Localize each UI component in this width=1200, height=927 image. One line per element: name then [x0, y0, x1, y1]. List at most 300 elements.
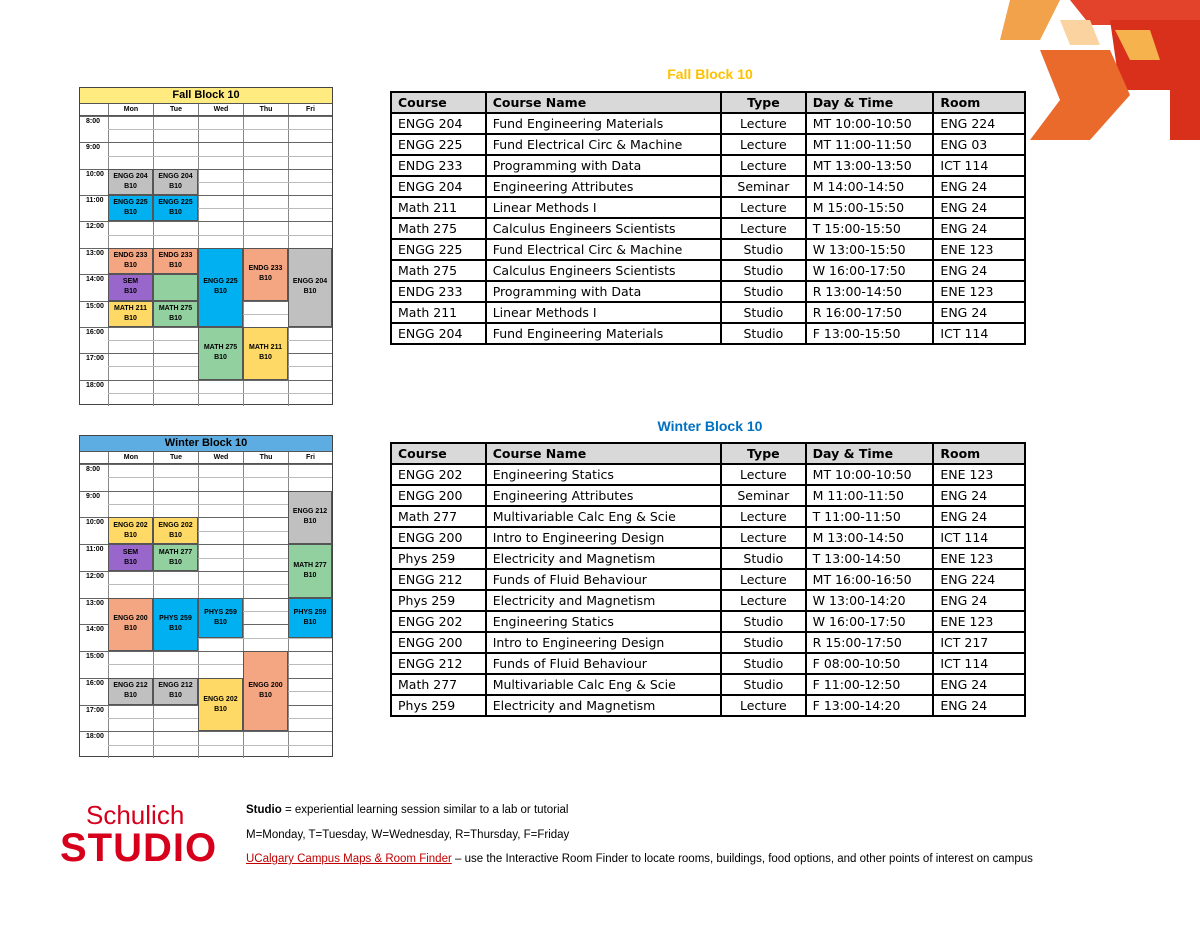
winter-calendar-grid: [80, 464, 332, 758]
table-cell: Phys 259: [391, 548, 486, 569]
block-course: MATH 277: [293, 561, 327, 569]
table-cell: Electricity and Magnetism: [486, 548, 721, 569]
legend-maps-desc: – use the Interactive Room Finder to locate rooms, buildings, food options, and other points of interest on campus: [451, 853, 1033, 865]
calendar-class-block: [153, 274, 198, 300]
table-cell: R 15:00-17:50: [806, 632, 934, 653]
block-section: B10: [214, 288, 227, 296]
block-course: PHYS 259: [159, 615, 192, 623]
table-cell: F 13:00-15:50: [806, 323, 934, 344]
table-cell: W 13:00-15:50: [806, 239, 934, 260]
block-section: B10: [169, 692, 182, 700]
block-course: ENDG 233: [248, 265, 283, 273]
column-header: Room: [933, 443, 1025, 464]
table-row: [391, 695, 1025, 716]
table-cell: MT 10:00-10:50: [806, 464, 934, 485]
block-section: B10: [259, 275, 272, 283]
column-header: Room: [933, 92, 1025, 113]
day-header: Wed: [198, 452, 243, 463]
block-section: B10: [169, 209, 182, 217]
table-row: [391, 281, 1025, 302]
table-cell: Fund Electrical Circ & Machine: [486, 239, 721, 260]
table-cell: T 15:00-15:50: [806, 218, 934, 239]
block-course: PHYS 259: [293, 608, 327, 616]
table-cell: Lecture: [721, 113, 806, 134]
table-cell: Lecture: [721, 218, 806, 239]
block-course: ENGG 200: [113, 615, 148, 623]
day-header: Thu: [243, 104, 288, 115]
calendar-class-block: [108, 195, 153, 221]
legend-days-text: M=Monday, T=Tuesday, W=Wednesday, R=Thursday, F=Friday: [246, 829, 570, 841]
calendar-class-block: [153, 169, 198, 195]
table-cell: ENGG 200: [391, 527, 486, 548]
table-cell: Studio: [721, 611, 806, 632]
table-row: [391, 485, 1025, 506]
time-label: 18:00: [86, 381, 104, 389]
legend-studio-term: Studio: [246, 804, 282, 816]
calendar-class-block: [108, 517, 153, 544]
block-course: ENGG 202: [158, 521, 193, 529]
calendar-class-block: [288, 491, 332, 544]
table-cell: Lecture: [721, 134, 806, 155]
table-row: [391, 113, 1025, 134]
calendar-class-block: [243, 248, 288, 301]
table-cell: Electricity and Magnetism: [486, 695, 721, 716]
block-course: MATH 275: [203, 344, 238, 352]
block-course: SEM: [122, 548, 139, 556]
time-label: 11:00: [86, 546, 104, 554]
block-section: B10: [259, 692, 272, 700]
table-cell: ENGG 202: [391, 464, 486, 485]
table-row: [391, 527, 1025, 548]
half-hour-line: [108, 156, 332, 157]
table-cell: ENGG 225: [391, 239, 486, 260]
table-row: [391, 155, 1025, 176]
half-hour-line: [108, 235, 332, 236]
table-cell: F 13:00-14:20: [806, 695, 934, 716]
table-cell: Studio: [721, 653, 806, 674]
fall-calendar: [79, 87, 333, 405]
time-label: 13:00: [86, 249, 104, 257]
calendar-class-block: [198, 678, 243, 731]
time-label: 14:00: [86, 626, 104, 634]
time-label: 13:00: [86, 599, 104, 607]
calendar-class-block: [198, 327, 243, 380]
table-row: [391, 506, 1025, 527]
hour-line: [80, 221, 332, 222]
table-row: [391, 260, 1025, 281]
decorative-pattern: [1000, 0, 1200, 140]
block-course: ENGG 212: [158, 682, 193, 690]
calendar-class-block: [153, 248, 198, 274]
block-course: ENGG 204: [292, 278, 328, 286]
time-label: 14:00: [86, 276, 104, 284]
time-label: 9:00: [86, 144, 101, 152]
block-course: ENGG 204: [113, 172, 148, 180]
calendar-class-block: [108, 274, 153, 300]
table-cell: ICT 217: [933, 632, 1025, 653]
table-row: [391, 302, 1025, 323]
table-cell: ENG 24: [933, 590, 1025, 611]
block-course: ENGG 202: [203, 695, 238, 703]
block-course: ENGG 212: [113, 682, 148, 690]
table-cell: Lecture: [721, 155, 806, 176]
table-row: [391, 653, 1025, 674]
time-label: 10:00: [86, 170, 104, 178]
time-label: 8:00: [86, 118, 101, 125]
hour-line: [80, 142, 332, 143]
block-section: B10: [169, 314, 182, 322]
block-course: SEM: [122, 278, 139, 286]
winter-table-title: Winter Block 10: [657, 418, 763, 434]
time-label: 18:00: [86, 733, 104, 741]
block-section: B10: [124, 531, 137, 539]
time-label: 16:00: [86, 328, 104, 336]
table-cell: Fund Engineering Materials: [486, 113, 721, 134]
day-header: Fri: [288, 452, 332, 463]
legend-studio: [246, 804, 568, 816]
legend-days: [246, 829, 569, 841]
table-row: [391, 611, 1025, 632]
table-cell: ICT 114: [933, 527, 1025, 548]
table-cell: ENG 03: [933, 134, 1025, 155]
block-course: MATH 275: [158, 304, 193, 312]
table-cell: M 15:00-15:50: [806, 197, 934, 218]
table-cell: Calculus Engineers Scientists: [486, 218, 721, 239]
table-cell: ENGG 212: [391, 653, 486, 674]
hour-line: [80, 380, 332, 381]
table-cell: Calculus Engineers Scientists: [486, 260, 721, 281]
block-section: B10: [169, 261, 182, 269]
block-course: ENGG 225: [113, 199, 148, 207]
table-cell: Lecture: [721, 569, 806, 590]
table-cell: M 11:00-11:50: [806, 485, 934, 506]
legend-maps: [246, 853, 1033, 865]
table-cell: ENE 123: [933, 281, 1025, 302]
block-section: B10: [303, 571, 317, 579]
table-cell: Lecture: [721, 590, 806, 611]
legend-studio-def: = experiential learning session similar to a lab or tutorial: [281, 804, 569, 816]
half-hour-line: [108, 745, 332, 746]
table-cell: Funds of Fluid Behaviour: [486, 653, 721, 674]
table-cell: Studio: [721, 281, 806, 302]
day-header: Mon: [108, 452, 153, 463]
table-cell: ENE 123: [933, 464, 1025, 485]
block-section: B10: [169, 558, 182, 566]
block-section: B10: [214, 618, 227, 626]
fall-calendar-title: Fall Block 10: [80, 88, 332, 104]
table-cell: Studio: [721, 323, 806, 344]
column-header: Course: [391, 443, 486, 464]
table-cell: ENG 24: [933, 302, 1025, 323]
time-label: 8:00: [86, 466, 101, 473]
time-label: 15:00: [86, 302, 104, 310]
table-cell: ENE 123: [933, 611, 1025, 632]
time-label: 11:00: [86, 197, 104, 205]
time-label: 9:00: [86, 492, 101, 500]
time-label: 12:00: [86, 572, 104, 580]
calendar-class-block: [153, 301, 198, 327]
block-course: ENDG 233: [113, 251, 148, 259]
table-cell: Lecture: [721, 527, 806, 548]
table-cell: ICT 114: [933, 323, 1025, 344]
table-cell: Lecture: [721, 197, 806, 218]
table-cell: ENG 24: [933, 674, 1025, 695]
block-course: ENGG 204: [158, 172, 193, 180]
time-label: 17:00: [86, 706, 104, 714]
campus-maps-link[interactable]: UCalgary Campus Maps & Room Finder: [246, 853, 452, 865]
calendar-class-block: [288, 248, 332, 327]
calendar-class-block: [243, 651, 288, 731]
winter-calendar-title: Winter Block 10: [80, 436, 332, 452]
calendar-class-block: [243, 327, 288, 380]
table-cell: F 08:00-10:50: [806, 653, 934, 674]
block-section: B10: [303, 618, 317, 626]
time-label: 15:00: [86, 653, 104, 661]
block-section: B10: [169, 531, 182, 539]
table-cell: Linear Methods I: [486, 197, 721, 218]
fall-calendar-day-header: [80, 104, 332, 116]
day-header: Mon: [108, 104, 153, 115]
table-cell: ENG 24: [933, 176, 1025, 197]
calendar-class-block: [153, 195, 198, 221]
winter-calendar-day-header: [80, 452, 332, 464]
logo-studio: STUDIO: [60, 826, 218, 870]
table-cell: W 13:00-14:20: [806, 590, 934, 611]
table-cell: Math 277: [391, 674, 486, 695]
table-cell: ENG 24: [933, 506, 1025, 527]
table-cell: Engineering Attributes: [486, 485, 721, 506]
table-cell: Phys 259: [391, 695, 486, 716]
table-cell: Programming with Data: [486, 155, 721, 176]
time-label: 12:00: [86, 223, 104, 231]
table-cell: ENG 224: [933, 113, 1025, 134]
table-cell: ENG 24: [933, 485, 1025, 506]
table-cell: Multivariable Calc Eng & Scie: [486, 674, 721, 695]
logo-schulich: Schulich: [86, 800, 185, 830]
time-label: 10:00: [86, 519, 104, 527]
table-cell: MT 16:00-16:50: [806, 569, 934, 590]
table-cell: ICT 114: [933, 653, 1025, 674]
table-cell: ENG 24: [933, 695, 1025, 716]
table-cell: R 13:00-14:50: [806, 281, 934, 302]
table-cell: Multivariable Calc Eng & Scie: [486, 506, 721, 527]
table-cell: W 16:00-17:50: [806, 611, 934, 632]
calendar-class-block: [198, 598, 243, 638]
block-course: ENGG 225: [203, 278, 238, 286]
table-cell: MT 11:00-11:50: [806, 134, 934, 155]
table-cell: ENG 24: [933, 197, 1025, 218]
table-cell: Studio: [721, 239, 806, 260]
table-cell: R 16:00-17:50: [806, 302, 934, 323]
table-cell: M 13:00-14:50: [806, 527, 934, 548]
winter-calendar: [79, 435, 333, 757]
table-cell: Math 275: [391, 260, 486, 281]
day-header: Wed: [198, 104, 243, 115]
block-section: B10: [124, 209, 137, 217]
time-label: 17:00: [86, 355, 104, 363]
table-cell: ENGG 204: [391, 113, 486, 134]
time-label: 16:00: [86, 679, 104, 687]
table-cell: ENE 123: [933, 548, 1025, 569]
day-header: Thu: [243, 452, 288, 463]
block-course: ENGG 200: [248, 682, 283, 690]
block-section: B10: [124, 558, 137, 566]
table-header-row: [391, 443, 1025, 464]
hour-line: [80, 651, 332, 652]
table-cell: ICT 114: [933, 155, 1025, 176]
block-section: B10: [214, 705, 227, 713]
table-row: [391, 323, 1025, 344]
block-course: MATH 211: [249, 344, 282, 352]
day-header: Fri: [288, 104, 332, 115]
block-section: B10: [169, 182, 182, 190]
block-section: B10: [124, 692, 137, 700]
block-section: B10: [303, 288, 317, 296]
block-section: B10: [124, 261, 137, 269]
table-row: [391, 239, 1025, 260]
table-cell: ENGG 202: [391, 611, 486, 632]
table-cell: Linear Methods I: [486, 302, 721, 323]
table-cell: Seminar: [721, 485, 806, 506]
table-row: [391, 176, 1025, 197]
block-section: B10: [124, 314, 137, 322]
calendar-class-block: [108, 301, 153, 327]
table-row: [391, 464, 1025, 485]
column-header: Course Name: [486, 92, 721, 113]
table-cell: M 14:00-14:50: [806, 176, 934, 197]
table-cell: ENGG 204: [391, 323, 486, 344]
table-row: [391, 197, 1025, 218]
table-cell: W 16:00-17:50: [806, 260, 934, 281]
table-row: [391, 218, 1025, 239]
table-cell: Seminar: [721, 176, 806, 197]
table-cell: Programming with Data: [486, 281, 721, 302]
calendar-class-block: [153, 678, 198, 705]
table-cell: ENGG 200: [391, 632, 486, 653]
block-course: PHYS 259: [204, 608, 237, 616]
table-cell: Engineering Attributes: [486, 176, 721, 197]
table-cell: ENDG 233: [391, 155, 486, 176]
table-header-row: [391, 92, 1025, 113]
table-cell: Math 275: [391, 218, 486, 239]
calendar-class-block: [288, 544, 332, 597]
winter-schedule-table: [390, 442, 1026, 717]
calendar-class-block: [198, 248, 243, 327]
table-cell: Studio: [721, 674, 806, 695]
hour-line: [80, 464, 332, 465]
table-cell: ENG 224: [933, 569, 1025, 590]
table-cell: Funds of Fluid Behaviour: [486, 569, 721, 590]
block-section: B10: [214, 354, 227, 362]
calendar-class-block: [153, 544, 198, 571]
table-row: [391, 674, 1025, 695]
block-section: B10: [124, 625, 137, 633]
table-cell: Math 211: [391, 302, 486, 323]
block-course: ENGG 202: [113, 521, 148, 529]
fall-table-title: Fall Block 10: [667, 66, 753, 82]
table-cell: ENGG 225: [391, 134, 486, 155]
table-cell: Electricity and Magnetism: [486, 590, 721, 611]
table-cell: Math 277: [391, 506, 486, 527]
calendar-class-block: [153, 598, 198, 651]
calendar-class-block: [108, 544, 153, 571]
half-hour-line: [108, 393, 332, 394]
block-section: B10: [124, 182, 137, 190]
table-cell: F 11:00-12:50: [806, 674, 934, 695]
half-hour-line: [108, 477, 332, 478]
calendar-class-block: [108, 248, 153, 274]
table-cell: Lecture: [721, 695, 806, 716]
block-course: ENGG 212: [292, 508, 328, 516]
table-row: [391, 548, 1025, 569]
table-cell: Studio: [721, 302, 806, 323]
table-cell: ENGG 200: [391, 485, 486, 506]
fall-schedule-table: [390, 91, 1026, 345]
table-cell: Studio: [721, 260, 806, 281]
table-row: [391, 569, 1025, 590]
block-course: ENGG 225: [158, 199, 193, 207]
column-header: Type: [721, 92, 806, 113]
table-row: [391, 134, 1025, 155]
table-cell: ENDG 233: [391, 281, 486, 302]
day-header: Tue: [153, 104, 198, 115]
column-header: Course Name: [486, 443, 721, 464]
block-course: MATH 277: [158, 548, 193, 556]
table-cell: Fund Engineering Materials: [486, 323, 721, 344]
table-cell: Math 211: [391, 197, 486, 218]
table-cell: Studio: [721, 548, 806, 569]
block-course: MATH 211: [114, 304, 147, 312]
table-cell: T 11:00-11:50: [806, 506, 934, 527]
table-cell: T 13:00-14:50: [806, 548, 934, 569]
table-cell: Phys 259: [391, 590, 486, 611]
table-cell: Engineering Statics: [486, 464, 721, 485]
table-cell: Engineering Statics: [486, 611, 721, 632]
column-header: Day & Time: [806, 443, 934, 464]
half-hour-line: [108, 129, 332, 130]
block-section: B10: [259, 354, 272, 362]
table-cell: ENGG 212: [391, 569, 486, 590]
table-cell: MT 10:00-10:50: [806, 113, 934, 134]
table-cell: MT 13:00-13:50: [806, 155, 934, 176]
block-section: B10: [303, 518, 317, 526]
half-hour-line: [108, 664, 332, 665]
calendar-class-block: [108, 169, 153, 195]
calendar-class-block: [108, 678, 153, 705]
calendar-class-block: [108, 598, 153, 651]
column-header: Course: [391, 92, 486, 113]
table-cell: Studio: [721, 632, 806, 653]
table-row: [391, 590, 1025, 611]
table-cell: Fund Electrical Circ & Machine: [486, 134, 721, 155]
table-cell: ENG 24: [933, 218, 1025, 239]
hour-line: [80, 731, 332, 732]
table-cell: Lecture: [721, 506, 806, 527]
table-row: [391, 632, 1025, 653]
table-cell: ENG 24: [933, 260, 1025, 281]
calendar-class-block: [153, 517, 198, 544]
calendar-class-block: [288, 598, 332, 638]
block-course: ENDG 233: [158, 251, 193, 259]
block-section: B10: [169, 625, 182, 633]
column-header: Day & Time: [806, 92, 934, 113]
fall-calendar-grid: [80, 116, 332, 406]
column-header: Type: [721, 443, 806, 464]
block-section: B10: [124, 288, 137, 296]
table-cell: Lecture: [721, 464, 806, 485]
table-cell: ENGG 204: [391, 176, 486, 197]
table-cell: ENE 123: [933, 239, 1025, 260]
